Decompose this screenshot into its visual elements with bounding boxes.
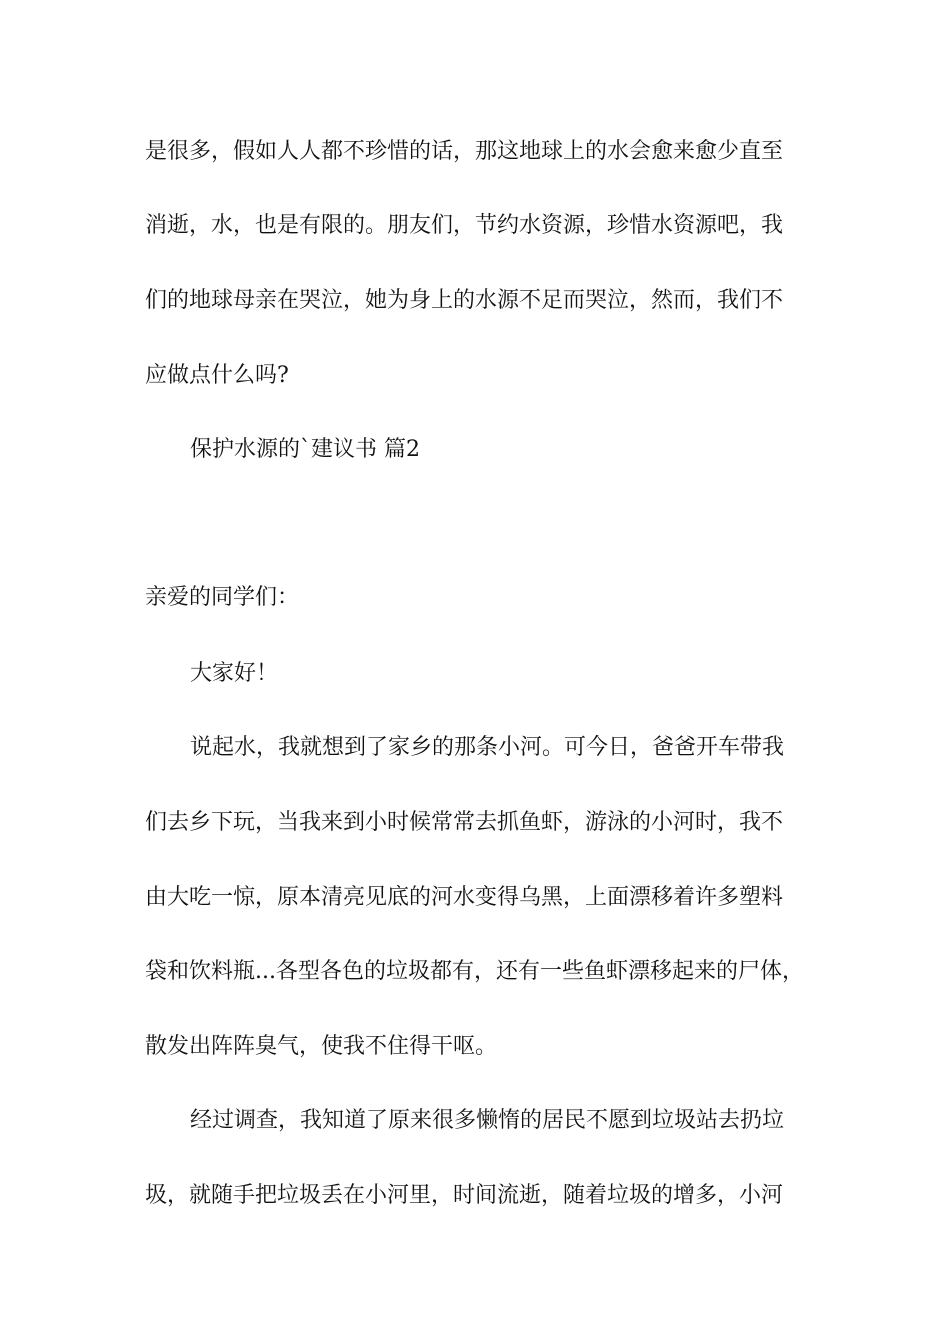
- paragraph-line: 应做点什么吗?: [145, 363, 289, 388]
- paragraph-line: 们去乡下玩，当我来到小时候常常去抓鱼虾，游泳的小河时，我不: [145, 810, 784, 835]
- paragraph-line: 圾，就随手把垃圾丢在小河里，时间流逝，随着垃圾的增多，小河: [145, 1183, 784, 1208]
- paragraph-line: 是很多，假如人人都不珍惜的话，那这地球上的水会愈来愈少直至: [145, 139, 784, 164]
- greeting: 大家好！: [190, 661, 279, 686]
- paragraph-line: 散发出阵阵臭气，使我不住得干呕。: [145, 1034, 498, 1059]
- salutation: 亲爱的同学们：: [145, 585, 300, 610]
- section-heading: 保护水源的`建议书 篇2: [190, 437, 420, 462]
- paragraph-line: 袋和饮料瓶...各型各色的垃圾都有，还有一些鱼虾漂移起来的尸体，: [145, 959, 804, 984]
- paragraph-line: 由大吃一惊，原本清亮见底的河水变得乌黑，上面漂移着许多塑料: [145, 885, 784, 910]
- paragraph-line: 说起水，我就想到了家乡的那条小河。可今日，爸爸开车带我: [190, 735, 785, 760]
- paragraph-line: 们的地球母亲在哭泣，她为身上的水源不足而哭泣，然而，我们不: [145, 288, 784, 313]
- paragraph-line: 经过调查，我知道了原来很多懒惰的居民不愿到垃圾站去扔垃: [190, 1108, 785, 1133]
- paragraph-line: 消逝，水，也是有限的。朋友们，节约水资源，珍惜水资源吧，我: [145, 213, 784, 238]
